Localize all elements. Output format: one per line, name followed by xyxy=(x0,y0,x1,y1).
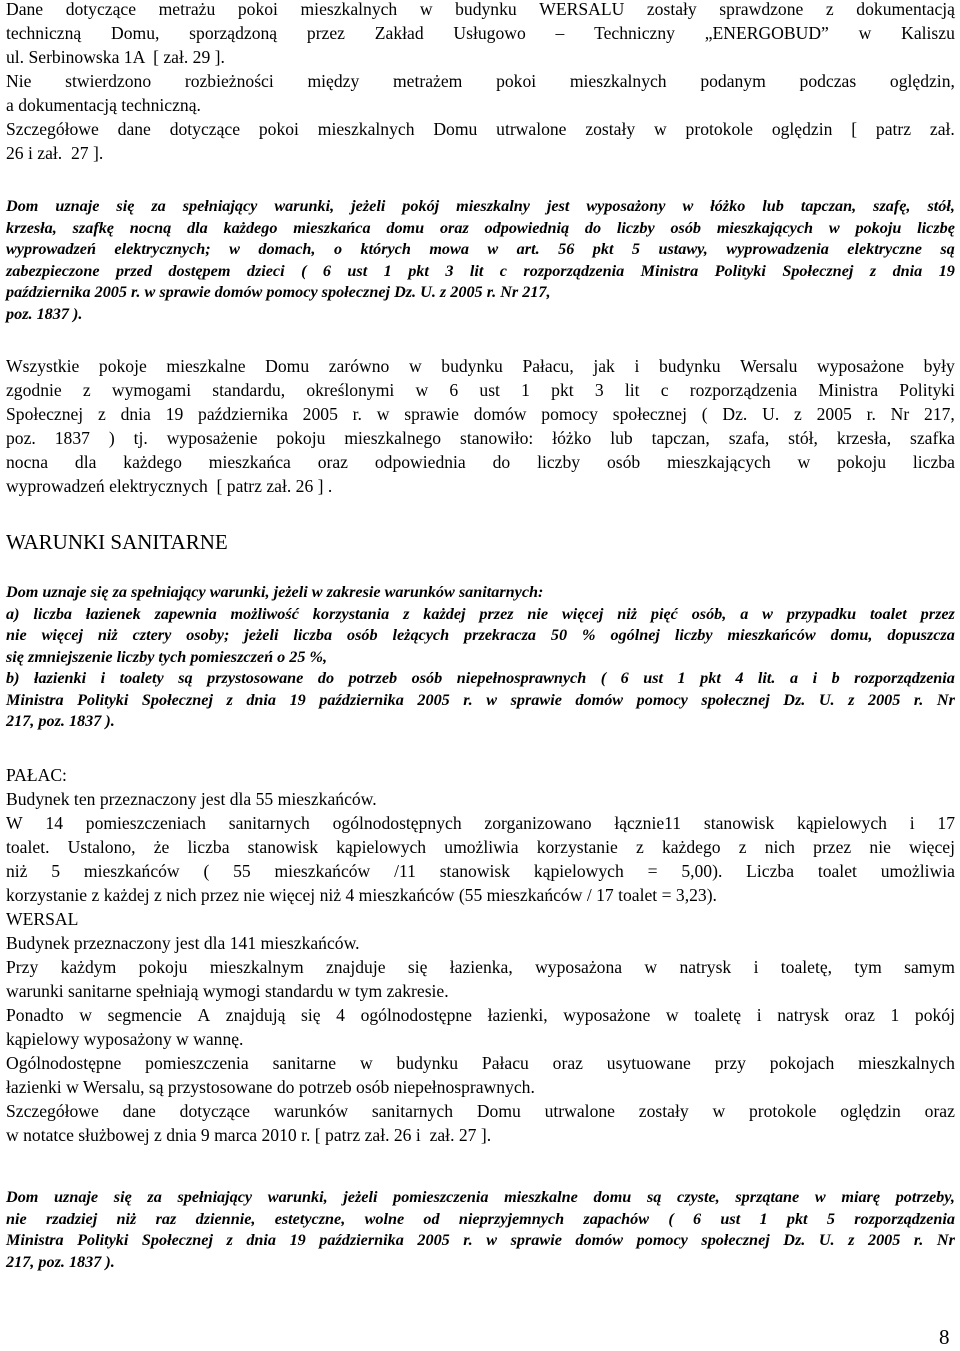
text-line: PAŁAC: xyxy=(6,765,67,785)
text-line: 217, poz. 1837 ). xyxy=(6,1252,115,1271)
text-line: nie więcej niż cztery osoby; jeżeli liczba osób leżących przekracza 50 % ogólnej liczby mieszkańców domu, dopuszcza xyxy=(6,626,955,644)
text-line: niż 5 mieszkańców ( 55 mieszkańców /11 stanowisk kąpielowych = 5,00). Liczba toalet umożliwia xyxy=(6,861,955,881)
text-line: a) liczba łazienek zapewnia możliwość korzystania z każdej przez nie więcej niż pięć osób, a w przypadku toalet przez xyxy=(6,604,955,623)
paragraph-standard-sanitarny xyxy=(6,582,955,733)
text-line: wyprowadzeń elektrycznych [ patrz zał. 26 ] . xyxy=(6,476,333,496)
text-line: Szczegółowe dane dotyczące warunków sanitarnych Domu utrwalone zostały w protokole oględzin oraz xyxy=(6,1101,955,1121)
paragraph-wyposazenie xyxy=(6,354,955,498)
text-line: toalet. Ustalono, że liczba stanowisk kąpielowych umożliwia korzystanie z każdego z nich przez nie więcej xyxy=(6,837,955,857)
paragraph-palac-wersal xyxy=(6,763,955,1147)
text-line: krzesła, szafkę nocną dla każdego mieszkańca domu oraz odpowiednią do liczby osób mieszkających w pokoju liczbę xyxy=(6,218,955,237)
text-line: korzystanie z każdej z nich przez nie więcej niż 4 mieszkańców (55 mieszkańców / 17 toalet = 3,23). xyxy=(6,885,717,905)
text-line: Budynek przeznaczony jest dla 141 mieszkańców. xyxy=(6,933,360,953)
text-line: zabezpieczone przed dostępem dzieci ( 6 ust 1 pkt 3 lit c rozporządzenia Ministra Polityki Społecznej z dnia 19 xyxy=(6,261,955,280)
text-line: kąpielowy wyposażony w wannę. xyxy=(6,1029,244,1049)
text-line: w notatce służbowej z dnia 9 marca 2010 r. [ patrz zał. 26 i zał. 27 ]. xyxy=(6,1125,492,1145)
text-line: zgodnie z wymogami standardu, określonymi w 6 ust 1 pkt 3 lit c rozporządzenia Ministra Polityki xyxy=(6,380,955,400)
text-line: W 14 pomieszczeniach sanitarnych ogólnodostępnych zorganizowano łącznie11 stanowisk kąpielowych i 17 xyxy=(6,813,955,833)
text-line: Dom uznaje się za spełniający warunki, jeżeli pomieszczenia mieszkalne domu są czyste, sprzątane w miarę potrzeby, xyxy=(6,1188,955,1206)
paragraph-metraz xyxy=(6,0,955,165)
text-line: Budynek ten przeznaczony jest dla 55 mieszkańców. xyxy=(6,789,377,809)
paragraph-standard-czystosc xyxy=(6,1187,955,1273)
section-heading: WARUNKI SANITARNE xyxy=(6,530,228,554)
page-number: 8 xyxy=(939,1325,950,1349)
text-line: Ponadto w segmencie A znajdują się 4 ogólnodostępne łazienki, wyposażone w toaletę i natrysk oraz 1 pokój xyxy=(6,1005,955,1025)
text-line: WERSAL xyxy=(6,909,79,929)
text-line: łazienki w Wersalu, są przystosowane do potrzeb osób niepełnosprawnych. xyxy=(6,1077,535,1097)
text-line: się zmniejszenie liczby tych pomieszczeń o 25 %, xyxy=(6,647,328,666)
text-line: nocna dla każdego mieszkańca oraz odpowiednia do liczby osób mieszkających w pokoju liczba xyxy=(6,452,955,472)
text-line: warunki sanitarne spełniają wymogi standardu w tym zakresie. xyxy=(6,981,449,1001)
text-line: Dom uznaje się za spełniający warunki, jeżeli pokój mieszkalny jest wyposażony w łóżko lub tapczan, szafę, stół, xyxy=(6,197,955,215)
text-line: 217, poz. 1837 ). xyxy=(6,712,115,730)
text-line: poz. 1837 ). xyxy=(6,304,83,323)
text-line: Ogólnodostępne pomieszczenia sanitarne w budynku Pałacu oraz usytuowane przy pokojach mieszkalnych xyxy=(6,1053,955,1073)
text-line: października 2005 r. w sprawie domów pomocy społecznej Dz. U. z 2005 r. Nr 217, xyxy=(6,283,551,301)
text-line: 26 i zał. 27 ]. xyxy=(6,143,104,163)
text-line: Wszystkie pokoje mieszkalne Domu zarówno w budynku Pałacu, jak i budynku Wersalu wyposażone były xyxy=(6,356,955,376)
text-line: Przy każdym pokoju mieszkalnym znajduje się łazienka, wyposażona w natrysk i toaletę, tym samym xyxy=(6,957,955,977)
text-line: poz. 1837 ) tj. wyposażenie pokoju mieszkalnego stanowiło: łóżko lub tapczan, szafa, stół, krzesła, szafka xyxy=(6,428,955,448)
paragraph-standard-pokoj xyxy=(6,196,955,325)
text-line: b) łazienki i toalety są przystosowane do potrzeb osób niepełnosprawnych ( 6 ust 1 pkt 4 lit. a i b rozporządzenia xyxy=(6,669,955,687)
text-line: ul. Serbinowska 1A [ zał. 29 ]. xyxy=(6,47,225,67)
text-line: Nie stwierdzono rozbieżności między metrażem pokoi mieszkalnych podanym podczas oględzin, xyxy=(6,71,955,91)
text-line: Ministra Polityki Społecznej z dnia 19 października 2005 r. w sprawie domów pomocy społecznej Dz. U. z 2005 r. Nr xyxy=(6,690,955,709)
text-line: wyprowadzeń elektrycznych; w domach, o których mowa w art. 56 pkt 5 ustawy, wyprowadzenia elektryczne są xyxy=(6,240,955,258)
text-line: Dane dotyczące metrażu pokoi mieszkalnych w budynku WERSALU zostały sprawdzone z dokumentacją xyxy=(6,0,955,19)
text-line: Szczegółowe dane dotyczące pokoi mieszkalnych Domu utrwalone zostały w protokole oględzin [ patrz zał. xyxy=(6,119,955,139)
text-line: Ministra Polityki Społecznej z dnia 19 października 2005 r. w sprawie domów pomocy społecznej Dz. U. z 2005 r. Nr xyxy=(6,1231,955,1249)
text-line: techniczną Domu, sporządzoną przez Zakład Usługowo – Techniczny „ENERGOBUD” w Kaliszu xyxy=(6,23,955,43)
text-line: a dokumentacją techniczną. xyxy=(6,95,201,115)
text-line: Dom uznaje się za spełniający warunki, jeżeli w zakresie warunków sanitarnych: xyxy=(6,583,544,601)
text-line: nie rzadziej niż raz dziennie, estetyczne, wolne od nieprzyjemnych zapachów ( 6 ust 1 pkt 5 rozporządzenia xyxy=(6,1209,955,1228)
text-line: Społecznej z dnia 19 października 2005 r. w sprawie domów pomocy społecznej ( Dz. U. z 2005 r. Nr 217, xyxy=(6,404,955,424)
